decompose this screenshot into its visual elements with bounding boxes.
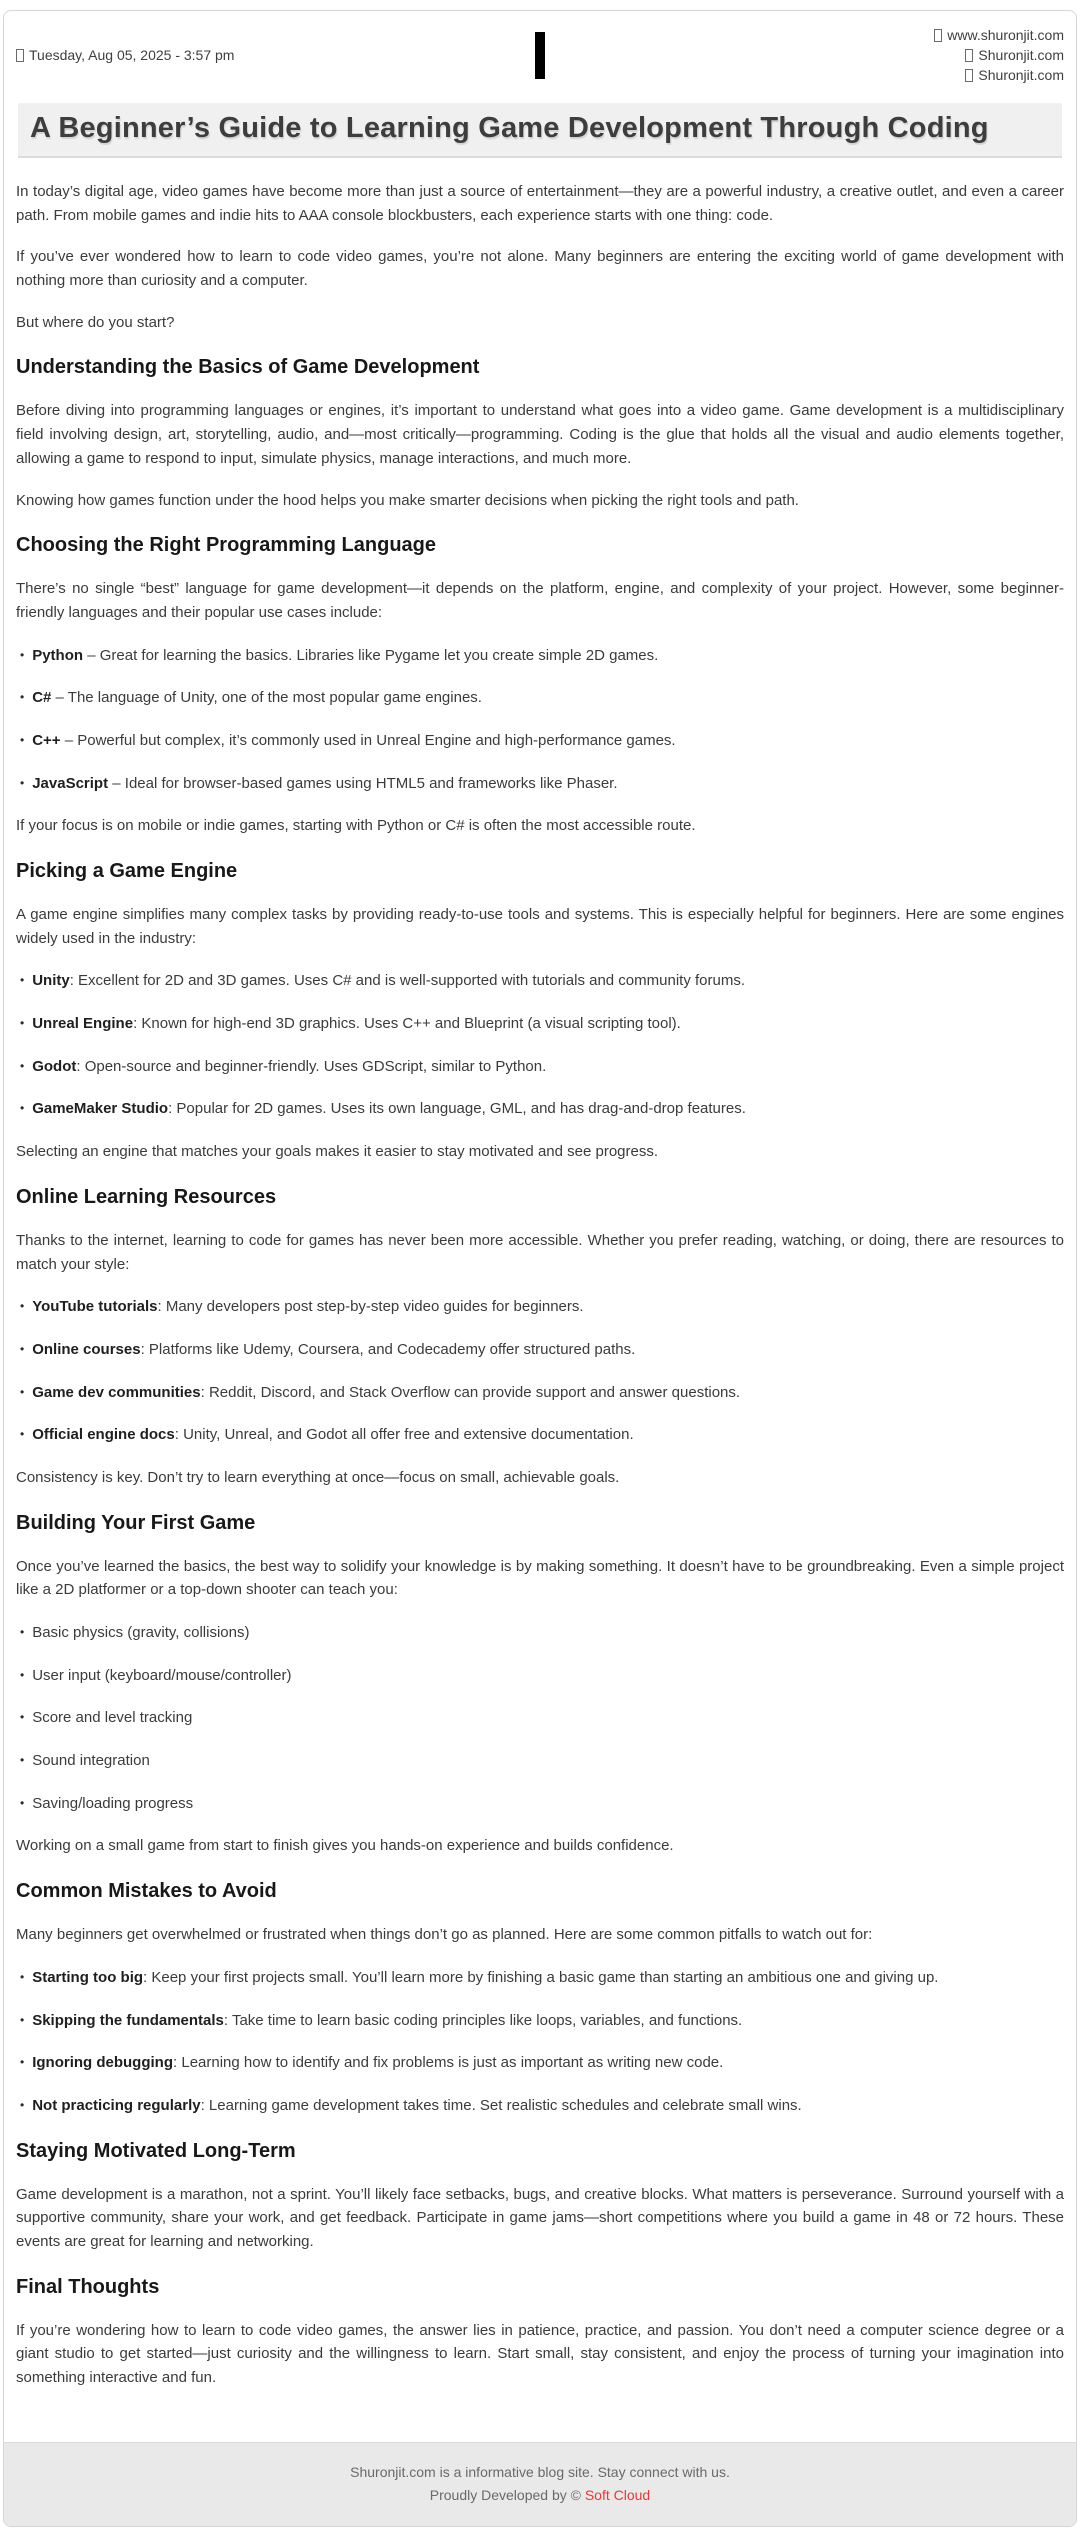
list-item: • Score and level tracking	[20, 1706, 1064, 1730]
list-term: Unity	[32, 972, 70, 990]
logo-bar-icon	[535, 32, 545, 79]
section-heading: Choosing the Right Programming Language	[16, 534, 436, 557]
site-link-2[interactable]	[965, 47, 1064, 63]
list-item	[20, 772, 1064, 796]
list-item	[20, 1012, 1064, 1036]
footer-credit	[14, 2487, 1066, 2503]
list-item	[20, 644, 1064, 668]
section-paragraph: Thanks to the internet, learning to code for games has never been more accessible. Whether you prefer reading, watching, or doing, there are resources to match your style:	[16, 1231, 1064, 1273]
list-term: Skipping the fundamentals	[32, 2011, 224, 2029]
site-link-2-label: Shuronjit.com	[978, 47, 1064, 63]
list-item: • Sound integration	[20, 1749, 1064, 1773]
footer-tagline: Shuronjit.com is a informative blog site. Stay connect with us.	[350, 2463, 730, 2480]
section-heading: Understanding the Basics of Game Development	[16, 356, 480, 379]
list-item	[20, 2094, 1064, 2118]
article-card	[3, 10, 1077, 2527]
list-item	[20, 1338, 1064, 1362]
section-motivation	[16, 2137, 1064, 2254]
list-desc: : Keep your first projects small. You’ll learn more by finishing a basic game than starting an ambitious one and giving up.	[143, 1968, 939, 1986]
list-desc: : Open-source and beginner-friendly. Uses GDScript, similar to Python.	[76, 1057, 547, 1075]
list-term: Python	[32, 646, 84, 664]
list-item: • Saving/loading progress	[20, 1792, 1064, 1816]
list-desc: : Learning game development takes time. Set realistic schedules and celebrate small wins.	[200, 2096, 802, 2114]
list-item	[20, 1381, 1064, 1405]
site-link-icon	[965, 69, 973, 82]
list-item	[20, 969, 1064, 993]
list-desc: – Great for learning the basics. Libraries like Pygame let you create simple 2D games.	[83, 646, 659, 664]
list-desc: : Excellent for 2D and 3D games. Uses C# and is well-supported with tutorials and community forums.	[69, 972, 745, 990]
page-header	[4, 11, 1076, 93]
section-paragraph: Once you’ve learned the basics, the best way to solidify your knowledge is by making something. It doesn’t have to be groundbreaking. Even a simple project like a 2D platformer or a top-down shooter can teach you:	[16, 1557, 1064, 1599]
section-engines	[16, 857, 1064, 1164]
list-desc: – The language of Unity, one of the most popular game engines.	[51, 689, 482, 707]
list-term: GameMaker Studio	[32, 1100, 169, 1118]
soft-cloud-link[interactable]: Soft Cloud	[584, 2486, 651, 2503]
site-link-3-label: Shuronjit.com	[978, 67, 1064, 83]
section-heading: Final Thoughts	[16, 2275, 160, 2298]
bullet-list	[16, 1621, 1064, 1815]
footer-credit-text: Proudly Developed by ©	[429, 2486, 585, 2503]
date-text: Tuesday, Aug 05, 2025 - 3:57 pm	[29, 47, 235, 63]
section-heading: Staying Motivated Long-Term	[16, 2139, 296, 2162]
list-item: • User input (keyboard/mouse/controller)	[20, 1664, 1064, 1688]
list-desc: : Unity, Unreal, and Godot all offer free and extensive documentation.	[174, 1426, 634, 1444]
website-link-label: www.shuronjit.com	[947, 27, 1064, 43]
page-footer	[4, 2442, 1076, 2526]
section-closing: Working on a small game from start to finish gives you hands-on experience and builds confidence.	[16, 1837, 674, 1855]
site-link-icon	[965, 49, 973, 62]
list-term: Starting too big	[32, 1968, 144, 1986]
list-desc: : Learning how to identify and fix problems is just as important as writing new code.	[173, 2054, 724, 2072]
intro-paragraph: In today’s digital age, video games have become more than just a source of entertainment—they are a powerful industry, a creative outlet, and even a career path. From mobile games and indie hits to AAA console blockbusters, each experience starts with one thing: code.	[16, 183, 1064, 224]
section-paragraph: Game development is a marathon, not a sprint. You’ll likely face setbacks, bugs, and creative blocks. What matters is perseverance. Surround yourself with a supportive community, share your work, and get feedback. Participate in game jams—short competitions where you build a game in 48 or 72 hours. These events are great for learning and networking.	[16, 2185, 1064, 2250]
list-item	[20, 1423, 1064, 1447]
section-paragraph: Before diving into programming languages or engines, it’s important to understand what goes into a video game. Game development is a multidisciplinary field involving design, art, storytelling, audio, and—most critically—programming. Coding is the glue that holds all the visual and audio elements together, allowing a game to respond to input, simulate physics, manage interactions, and much more.	[16, 402, 1064, 467]
list-item	[20, 1097, 1064, 1121]
site-link-3[interactable]	[965, 67, 1064, 83]
list-desc: : Platforms like Udemy, Coursera, and Codecademy offer structured paths.	[140, 1340, 636, 1358]
section-heading: Building Your First Game	[16, 1511, 256, 1534]
section-heading: Common Mistakes to Avoid	[16, 1880, 277, 1903]
list-desc: : Known for high-end 3D graphics. Uses C++ and Blueprint (a visual scripting tool).	[133, 1015, 681, 1033]
section-heading: Online Learning Resources	[16, 1185, 277, 1208]
site-logo	[535, 32, 545, 79]
list-desc: : Reddit, Discord, and Stack Overflow can provide support and answer questions.	[200, 1383, 741, 1401]
bullet-list	[16, 1966, 1064, 2118]
intro-paragraph: But where do you start?	[16, 313, 175, 331]
bullet-list	[16, 1295, 1064, 1447]
section-closing: Consistency is key. Don’t try to learn everything at once—focus on small, achievable goals.	[16, 1468, 620, 1486]
list-item	[20, 2009, 1064, 2033]
globe-icon	[934, 29, 942, 42]
intro-paragraph: If you’ve ever wondered how to learn to code video games, you’re not alone. Many beginners are entering the exciting world of game development with nothing more than curiosity and a computer.	[16, 248, 1064, 290]
article-body	[4, 158, 1076, 2442]
list-term: Official engine docs	[32, 1426, 175, 1444]
section-final-thoughts	[16, 2273, 1064, 2390]
list-desc: : Many developers post step-by-step video guides for beginners.	[157, 1298, 584, 1316]
page	[0, 10, 1080, 2527]
site-links	[545, 27, 1064, 83]
list-item	[20, 729, 1064, 753]
list-item	[20, 1055, 1064, 1079]
list-term: JavaScript	[32, 774, 109, 792]
section-mistakes	[16, 1877, 1064, 2117]
section-basics	[16, 353, 1064, 512]
calendar-icon	[16, 49, 24, 62]
list-desc: : Popular for 2D games. Uses its own language, GML, and has drag-and-drop features.	[168, 1100, 746, 1118]
section-first-game	[16, 1509, 1064, 1859]
list-item	[20, 2051, 1064, 2075]
section-languages	[16, 531, 1064, 838]
section-closing: Selecting an engine that matches your goals makes it easier to stay motivated and see progress.	[16, 1143, 659, 1161]
list-desc: – Powerful but complex, it’s commonly used in Unreal Engine and high-performance games.	[60, 731, 676, 749]
section-paragraph: If you’re wondering how to learn to code video games, the answer lies in patience, practice, and passion. You don’t need a computer science degree or a giant studio to get started—just curiosity and the willingness to learn. Start small, stay consistent, and enjoy the process of turning your imagination into something interactive and fun.	[16, 2321, 1064, 2386]
list-term: Online courses	[32, 1340, 141, 1358]
list-term: Not practicing regularly	[32, 2096, 201, 2114]
list-term: C++	[32, 731, 61, 749]
list-item	[20, 1295, 1064, 1319]
bullet-list	[16, 969, 1064, 1121]
section-paragraph: Many beginners get overwhelmed or frustrated when things don’t go as planned. Here are some common pitfalls to watch out for:	[16, 1926, 873, 1944]
page-title: A Beginner’s Guide to Learning Game Development Through Coding	[30, 112, 989, 144]
bullet-list	[16, 644, 1064, 796]
website-link[interactable]	[934, 27, 1064, 43]
section-closing: If your focus is on mobile or indie games, starting with Python or C# is often the most accessible route.	[16, 817, 696, 835]
section-paragraph: A game engine simplifies many complex tasks by providing ready-to-use tools and systems. This is especially helpful for beginners. Here are some engines widely used in the industry:	[16, 906, 1064, 947]
section-paragraph: Knowing how games function under the hood helps you make smarter decisions when picking the right tools and path.	[16, 491, 799, 509]
list-term: Game dev communities	[32, 1383, 201, 1401]
section-paragraph: There’s no single “best” language for game development—it depends on the platform, engine, and complexity of your project. However, some beginner-friendly languages and their popular use cases include:	[16, 580, 1064, 621]
list-term: Ignoring debugging	[32, 2054, 174, 2072]
article-title-bar	[18, 103, 1062, 158]
date-display	[16, 47, 535, 63]
list-term: Unreal Engine	[32, 1015, 134, 1033]
list-desc: : Take time to learn basic coding principles like loops, variables, and functions.	[223, 2011, 743, 2029]
section-resources	[16, 1183, 1064, 1490]
list-item	[20, 1966, 1064, 1990]
list-term: YouTube tutorials	[32, 1298, 158, 1316]
section-heading: Picking a Game Engine	[16, 860, 238, 882]
list-item: • Basic physics (gravity, collisions)	[20, 1621, 1064, 1645]
list-term: C#	[32, 689, 52, 707]
list-item	[20, 686, 1064, 710]
list-term: Godot	[32, 1057, 77, 1075]
list-desc: – Ideal for browser-based games using HTML5 and frameworks like Phaser.	[108, 774, 618, 792]
